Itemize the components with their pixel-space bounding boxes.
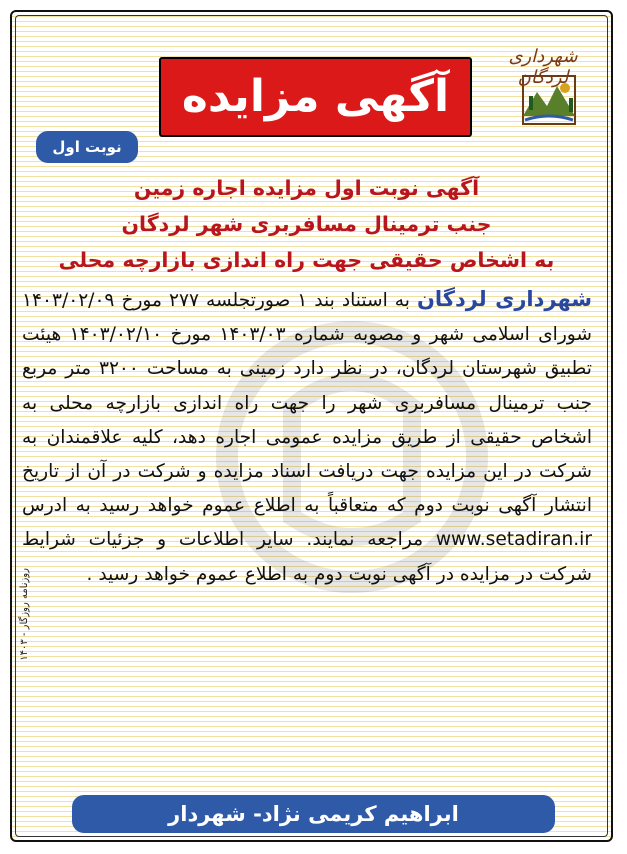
side-note-text: روزنامه روزگار - ۱۴۰۳ xyxy=(18,567,30,661)
municipality-logo xyxy=(495,46,591,136)
signature-bar: ابراهیم کریمی نژاد- شهردار xyxy=(72,795,555,833)
headline-line-1: آگهی نوبت اول مزایده اجاره زمین xyxy=(133,176,480,200)
headline-line-2: جنب ترمینال مسافربری شهر لردگان xyxy=(121,212,492,236)
logo-text: شهرداری لردگان xyxy=(508,46,578,88)
website-link[interactable]: www.setadiran.ir xyxy=(435,529,592,551)
notice-title: آگهی مزایده xyxy=(159,57,472,137)
body-part-1: به استناد بند ۱ صورتجلسه ۲۷۷ مورخ ۱۴۰۳/۰۲/۰۹ شورای اسلامی شهر و مصوبه شماره ۱۴۰۳/۰۳ مورخ ۱۴۰۳/۰۲/۱۰ هیئت تطبیق شهرستان لردگان، در نظر دارد زمینی به مساحت ۳۲۰۰ متر مربع جنب ترمینال مسافربری شهر را جهت راه اندازی بازارچه محلی به اشخاص حقیقی از طریق مزایده عمومی اجاره دهد، کلیه علاقمندان به شرکت در این مزایده جهت دریافت اسناد مزایده و شرکت در آن از تاریخ انتشار آگهی نوبت دوم که متعاقباً به اطلاع عموم خواهد رسید به ادرس xyxy=(22,290,592,517)
body-part-2: مراجعه نمایند. سایر اطلاعات و جزئیات شرایط شرکت در مزایده در آگهی نوبت دوم به اطلاع عموم خواهد رسید . xyxy=(22,529,592,585)
body-lead: شهرداری لردگان xyxy=(416,287,592,311)
headline-line-3: به اشخاص حقیقی جهت راه اندازی بازارچه محلی xyxy=(58,248,555,272)
notice-body xyxy=(22,282,592,592)
notice-headline xyxy=(20,170,593,278)
first-turn-badge: نوبت اول xyxy=(36,131,138,163)
